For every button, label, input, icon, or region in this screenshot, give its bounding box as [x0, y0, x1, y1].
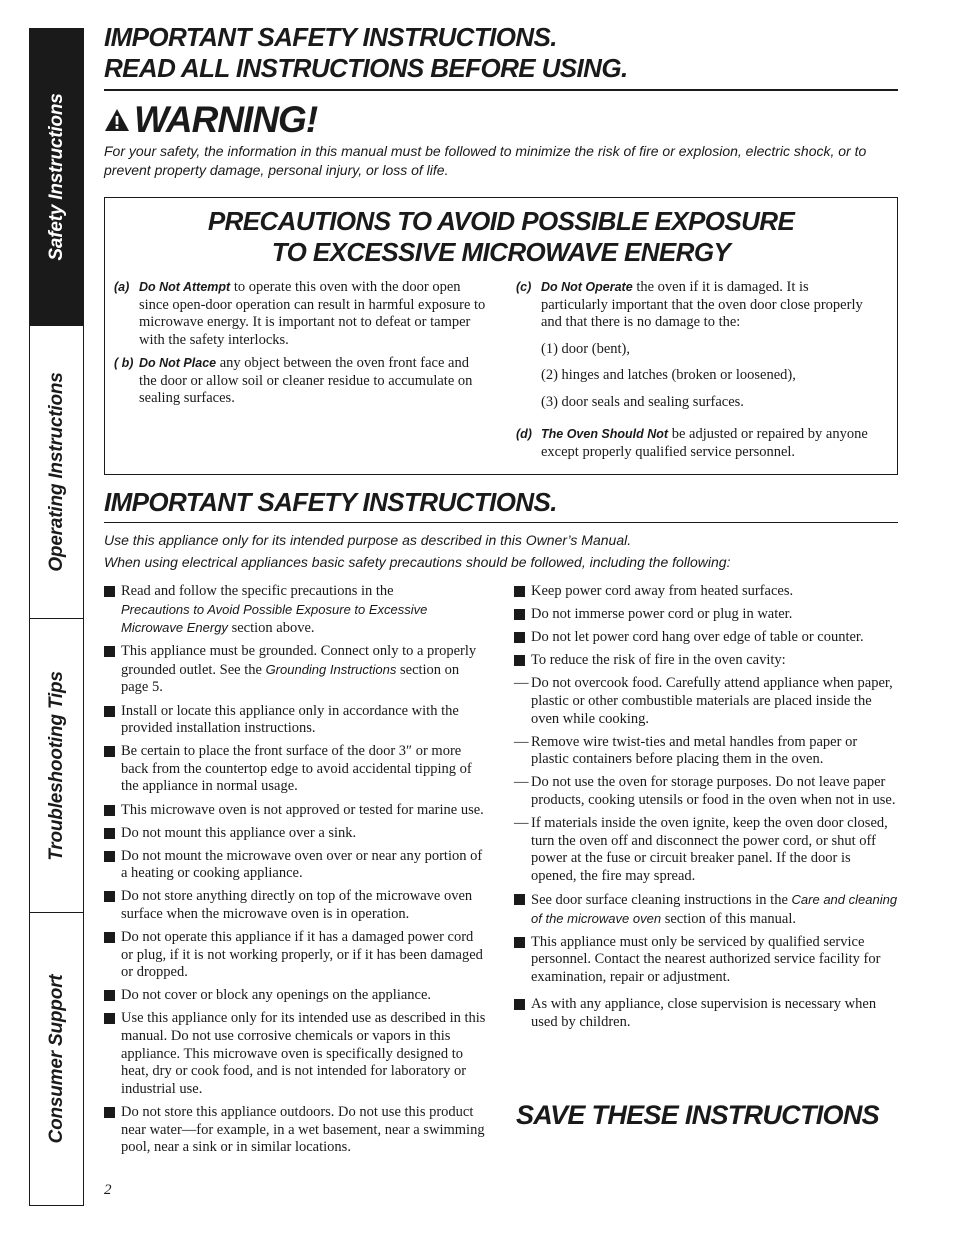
list-item: Do not immerse power cord or plug in water.	[514, 606, 898, 624]
item-emphasis: Precautions to Avoid Possible Exposure to Excessive Microwave Energy	[121, 601, 428, 636]
item-text: section above.	[227, 620, 315, 637]
list-item: Be certain to place the front surface of the door 3″ or more back from the countertop edge to avoid accidental tipping of the appliance in normal usage.	[104, 743, 488, 796]
list-item: To reduce the risk of fire in the oven cavity:	[514, 652, 898, 670]
list-item: Do not operate this appliance if it has a damaged power cord or plug, if it is not working properly, or if it has been damaged or dropped.	[104, 929, 488, 982]
item-text: Read and follow the specific precautions in the	[121, 583, 394, 599]
precaution-lead: Do Not Attempt	[139, 280, 231, 294]
list-item: This appliance must only be serviced by qualified service personnel. Contact the nearest authorized service facility for examination, repair or adjustment.	[514, 934, 898, 987]
damage-list-item: (1) door (bent),	[541, 340, 630, 357]
precautions-title	[105, 206, 897, 268]
precaution-lead: The Oven Should Not	[541, 427, 669, 441]
page-header	[104, 22, 898, 84]
precaution-text: be adjusted or repaired by anyone except properly qualified service personnel.	[541, 426, 868, 460]
damage-list-item: (2) hinges and latches (broken or loosened),	[541, 367, 796, 383]
list-item: Do not mount the microwave oven over or near any portion of a heating or cooking appliance.	[104, 848, 488, 883]
warning-text: For your safety, the information in this manual must be followed to minimize the risk of fire or explosion, electric shock, or to prevent property damage, personal injury, or loss of life.	[104, 143, 867, 178]
safety-rule	[104, 522, 898, 523]
precaution-lead: Do Not Operate	[541, 280, 633, 294]
dash-item: — Do not use the oven for storage purposes. Do not leave paper products, cooking utensils or food in the oven when not in use.	[514, 774, 898, 809]
precaution-label: (c)	[516, 280, 532, 294]
list-item: Use this appliance only for its intended use as described in this manual. Do not use corrosive chemicals or vapors in this appliance. This microwave oven is specifically designed to heat, dry or cook food, and is not intended for laboratory or industrial use.	[104, 1010, 488, 1098]
precautions-title-line-2: TO EXCESSIVE MICROWAVE ENERGY	[271, 237, 731, 267]
safety-heading: IMPORTANT SAFETY INSTRUCTIONS.	[104, 487, 557, 517]
list-item	[104, 583, 488, 638]
precaution-text: the oven if it is damaged. It is particularly important that the oven door close properly and that there is no damage to the:	[541, 279, 863, 330]
item-emphasis: Care and cleaning of the microwave oven	[531, 891, 898, 926]
list-item: Do not mount this appliance over a sink.	[104, 825, 488, 843]
header-line-2: READ ALL INSTRUCTIONS BEFORE USING.	[104, 53, 628, 83]
list-item: Keep power cord away from heated surfaces.	[514, 583, 898, 601]
safety-right-column	[514, 583, 898, 1037]
tab-troubleshooting-tips[interactable]	[30, 619, 83, 913]
save-instructions-heading: SAVE THESE INSTRUCTIONS	[516, 1100, 879, 1130]
dash-item: — Remove wire twist-ties and metal handles from paper or plastic containers before placing them in the oven.	[514, 734, 898, 769]
precaution-label: (d)	[516, 427, 532, 441]
list-item	[514, 891, 898, 928]
tab-consumer-support[interactable]	[30, 913, 83, 1205]
header-rule	[104, 89, 898, 91]
precautions-left-column	[114, 279, 490, 414]
safety-intro	[104, 529, 898, 573]
precautions-title-line-1: PRECAUTIONS TO AVOID POSSIBLE EXPOSURE	[207, 206, 795, 236]
precaution-c	[516, 279, 876, 332]
precaution-text: any object between the oven front face and the door or allow soil or cleaner residue to accumulate on sealing surfaces.	[139, 355, 473, 406]
precaution-label: (a)	[114, 280, 130, 294]
precaution-lead: Do Not Place	[139, 356, 217, 370]
precaution-b	[114, 355, 490, 408]
item-text: section on page 5.	[121, 661, 460, 696]
warning-heading	[104, 98, 317, 142]
precautions-right-column	[516, 279, 876, 467]
tab-label: Troubleshooting Tips	[45, 670, 67, 861]
safety-intro-line-1: Use this appliance only for its intended purpose as described in this Owner’s Manual.	[104, 532, 632, 548]
list-item: Do not store this appliance outdoors. Do not use this product near water—for example, in a wet basement, near a swimming pool, near a sink or in similar locations.	[104, 1104, 488, 1157]
precaution-text: to operate this oven with the door open since open-door operation can result in harmful exposure to microwave energy. It is important not to defeat or tamper with the safety interlocks.	[139, 279, 486, 348]
safety-intro-line-2: When using electrical appliances basic safety precautions should be followed, including the following:	[104, 554, 731, 570]
precautions-box	[104, 197, 898, 475]
list-item: As with any appliance, close supervision is necessary when used by children.	[514, 996, 898, 1031]
dash-item: — If materials inside the oven ignite, keep the oven door closed, turn the oven off and disconnect the power cord, or shut off power at the fuse or circuit breaker panel. If the door is opened, the fire may spread.	[514, 815, 898, 885]
precaution-d	[516, 426, 876, 461]
tab-label: Operating Instructions	[45, 372, 67, 572]
list-item: Do not let power cord hang over edge of table or counter.	[514, 629, 898, 647]
tab-operating-instructions[interactable]	[30, 326, 83, 619]
list-item	[104, 643, 488, 697]
warning-triangle-icon	[104, 108, 130, 132]
safety-left-column	[104, 583, 488, 1162]
warning-title: WARNING!	[134, 99, 318, 140]
list-item: Do not cover or block any openings on the appliance.	[104, 987, 488, 1005]
item-text: See door surface cleaning instructions in the	[531, 891, 788, 908]
tab-safety-instructions[interactable]	[30, 29, 83, 326]
item-text: section of this manual.	[661, 910, 796, 927]
tab-label: Safety Instructions	[45, 93, 67, 261]
list-item: Install or locate this appliance only in accordance with the provided installation instructions.	[104, 703, 488, 738]
page-number: 2	[104, 1182, 112, 1198]
damage-list-item: (3) door seals and sealing surfaces.	[541, 393, 744, 410]
header-line-1: IMPORTANT SAFETY INSTRUCTIONS.	[104, 22, 557, 52]
list-item: Do not store anything directly on top of the microwave oven surface when the microwave oven is in operation.	[104, 888, 488, 923]
dash-item: — Do not overcook food. Carefully attend appliance when paper, plastic or other combustible materials are placed inside the oven while cooking.	[514, 675, 898, 728]
precaution-a	[114, 279, 490, 349]
list-item: This microwave oven is not approved or tested for marine use.	[104, 802, 488, 820]
precaution-label: ( b)	[114, 356, 134, 370]
item-text: This appliance must be grounded. Connect only to a properly grounded outlet. See the	[121, 643, 477, 678]
side-tab-bar	[29, 28, 84, 1206]
damage-list	[516, 341, 876, 412]
item-emphasis: Grounding Instructions	[265, 661, 397, 677]
tab-label: Consumer Support	[45, 974, 67, 1144]
